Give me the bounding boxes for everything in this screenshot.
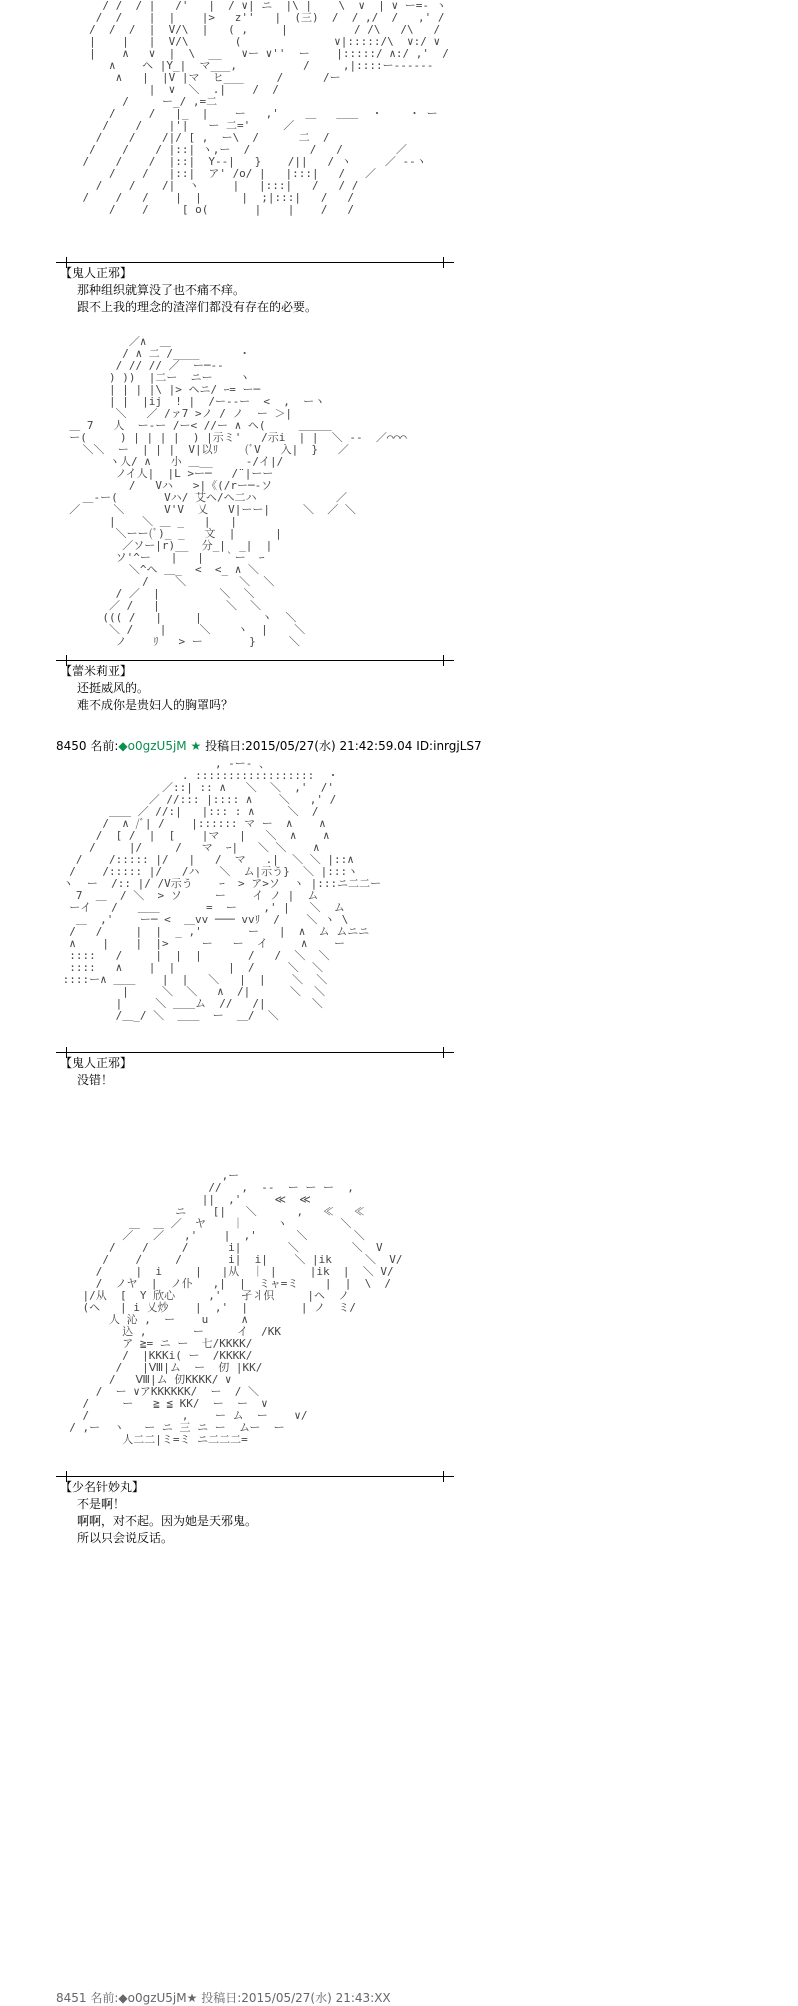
post-datetime: 2015/05/27(水) 21:42:59.04 <box>245 739 413 753</box>
dialogue-line: 跟不上我的理念的渣滓们都没有存在的必要。 <box>77 300 318 314</box>
separator-line <box>56 262 454 263</box>
ascii-art-seija-2: , -ー- 、 . :::::::::::::::::: ・ ／::| :: ∧ ＼ ＼ ,' /' ／ //::: |:::: ∧ ＼ ,' / ＿＿ ／ //:| |::: : ∧ ＼ / / ∧ /ﾞ| / |:::::: マ ー ∧ ∧ / [ / | [ |マ | ＼ ∧ ∧ / |/ / マ ｰ| ＼ ＼ ∧ / /::::: |/ | / マ .| ＼ ＼ |::∧ / /::::: |/ /ハ ＼ ム|示う} ＼ |:::ヽ ヽ ー /:: |/ /V示う ｰ > ア>ソ ヽ |:::ニ二二ー 7 ＿ / ＼ > ソ ー イ ノ | ム ーイ / ＿＿ = ー ,' | ＼ ム ＿ ,' ー─ < ＿vv ─── vvﾘ / ＼ ヽ \ / / | | _ ,' ー | ∧ ム ムニニ ∧ | | |> ー ー イ ∧ ー :::: / | | | / / ＼ ＼ :::: ∧ | | | / ＼ ＼ ::::ー∧ ＿＿ | | ＼ | | ＼ ＼ | ＼ ＼ ∧ /| ＼ ＼ | ＼ ＿＿ム // /| ＼ /＿_/ ＼ ＿＿ ー ＿/ ＼ <box>62 758 382 1022</box>
speaker-label: 【少名针妙丸】 <box>60 1480 145 1494</box>
speaker-label: 【蕾米莉亚】 <box>60 664 133 678</box>
ascii-art-shinmyoumaru: ,ー // , -‐ ー ー ー , || ,' ≪ ≪ ニ [| ＼ , ≪ ≪ ＿ ＿ ／ ヤ ｜ ヽ ＼ ／ ／ ,' | ,' ＼ ＼ / / / i| ＼ ＼ V / / / i| i| ＼ |ik ＼ V/ / | i | |从 ｜ | |ik | ＼ V/ / ノヤ | ノ仆 ,| | ミャ=ミ | | \ / |/从 [ Y 欣心 ,' 孑丬伿 |ヘ ノ (ヘ | i 乂炒 | ,' | | ノ ミ/ 人 沁 , ー u ∧ 込 , ー イ /KK ア ≧= ニ ー 七/KKKK/ / |KKKi( ー /KKKK/ / |Ⅷ|ム ー 仞 |KK/ / Ⅷ|ム 仞KKKK/ ∨ / ー ∨アKKKKKK/ ー / ＼ / ー ≧ ≦ KK/ ー ー ∨ / , ー ム ー ∨/ / ,ー ヽ ー ニ 三 ニ ー ムー ー 人二二|ミ=ミ ニ二二二= <box>69 1170 403 1446</box>
separator-line <box>56 1052 454 1053</box>
dialogue-block <box>60 1055 132 1089</box>
dialogue-block <box>60 663 233 714</box>
post-id: ID:inrgjLS7 <box>416 739 482 753</box>
star-icon: ★ <box>190 739 202 753</box>
speaker-label: 【鬼人正邪】 <box>60 1056 133 1070</box>
dialogue-line: 没错！ <box>77 1073 114 1087</box>
post-date-label: 投稿日: <box>205 739 246 753</box>
dialogue-block <box>60 265 317 316</box>
dialogue-block <box>60 1479 257 1547</box>
speaker-label: 【鬼人正邪】 <box>60 266 133 280</box>
separator-line <box>56 1476 454 1477</box>
separator-line <box>56 660 454 661</box>
post-header <box>56 738 482 754</box>
dialogue-line: 还挺威风的。 <box>77 681 150 695</box>
post-name-label: 名前: <box>90 739 119 753</box>
dialogue-line: 所以只会说反话。 <box>77 1531 174 1545</box>
dialogue-line: 那种组织就算没了也不痛不痒。 <box>77 283 246 297</box>
post-number: 8450 <box>56 739 87 753</box>
ascii-art-seija-1: / / / | /' | / ∨| ニ |\ | \ ∨ | ∨ ー=- ヽ / / | | |> z'' | (三) / / ,/ / ,' / / / / | V/\ | ( , | / /\ /\ / | | | V/\ ( ∨|:::::/\ ∨:/ ∨ | ∧ ∨ | \ __ ∨ー ∨'' ー |:::::/ ∧:/ ,' / ∧ ヘ |Y_| マ___, / ,|::::ー-‐‐‐‐‐ ∧ | |V |マ ヒ___ / /ー | ∨ ＼ .| / / / ー_/ ,=二 / / |_ | ー ,' ＿ ＿＿ ・ ・ ー / / |'| ー 二=' ／ / / /|/ [ , ー\ / 二 / / / / |::| ヽ,ー / / / ／ / / / |::| Y--| } /|| / ヽ ／ ‐‐ヽ / / |::| ア' /o/ | |:::| / ／ / / /| ヽ | |:::| / / / / / / | | | ;|:::| / / / / [ o( | | / / <box>82 0 449 216</box>
post-tripcode[interactable]: ◆o0gzU5jM <box>118 739 187 753</box>
ascii-art-remilia: ／∧ ＿ / ∧ 二 /____ ・ / // // ／ ー─‐‐ ) )) |二ー ニー ヽ | | | |\ |> ヘニ/ ｰ= ー─ | | |ij ! | /ー-‐ー < , ーヽ ＼ ／ /ァ7 >ノ / ノ ー ＞| ＿ 7 人 ー-ー /ー< //ー ∧ ヘ( ＿＿＿ ー( ) | | | | ) |示ミ' /示i | | ＼ -‐ ／⌒⌒⌒ ＼＼ ー | | | V|以ﾘ (ﾞV 入| } ／ ヽ人/ ∧ 小 ＿__ -/イ|/ ノイ人| |L >ー─ /¨|ーー / Vハ >|《(/rー─-ソ ＿-ー( Vハ/ 艾ヘ/ヘ二ハ ／ ／ ＼ V'V 乂 V|ーー| ＼ ／ ＼ | ＼ ＿ _ | | ＼ーー(ﾞ)_ _ 文 | | ／ソー|r)__ 分_| _| | ソ'^ー | | ｀ー ｰ ＼^ヘ ＿_ < <_ ∧ ＼ / ＼ ＼ ＼ / ／ | ＼ ＼ ／ / | ＼ ＼ ((( / | | ヽ ＼ ＼ / | ＼ ヽ | ＼ ノ ﾘ > ー } ＼ <box>69 336 407 648</box>
dialogue-line: 不是啊！ <box>77 1497 126 1511</box>
post-header-partial: 8451 名前:◆o0gzU5jM★ 投稿日:2015/05/27(水) 21:43:XX <box>56 1991 391 2005</box>
dialogue-line: 啊啊，对不起。因为她是天邪鬼。 <box>77 1514 258 1528</box>
dialogue-line: 难不成你是贵妇人的胸罩吗？ <box>77 698 234 712</box>
